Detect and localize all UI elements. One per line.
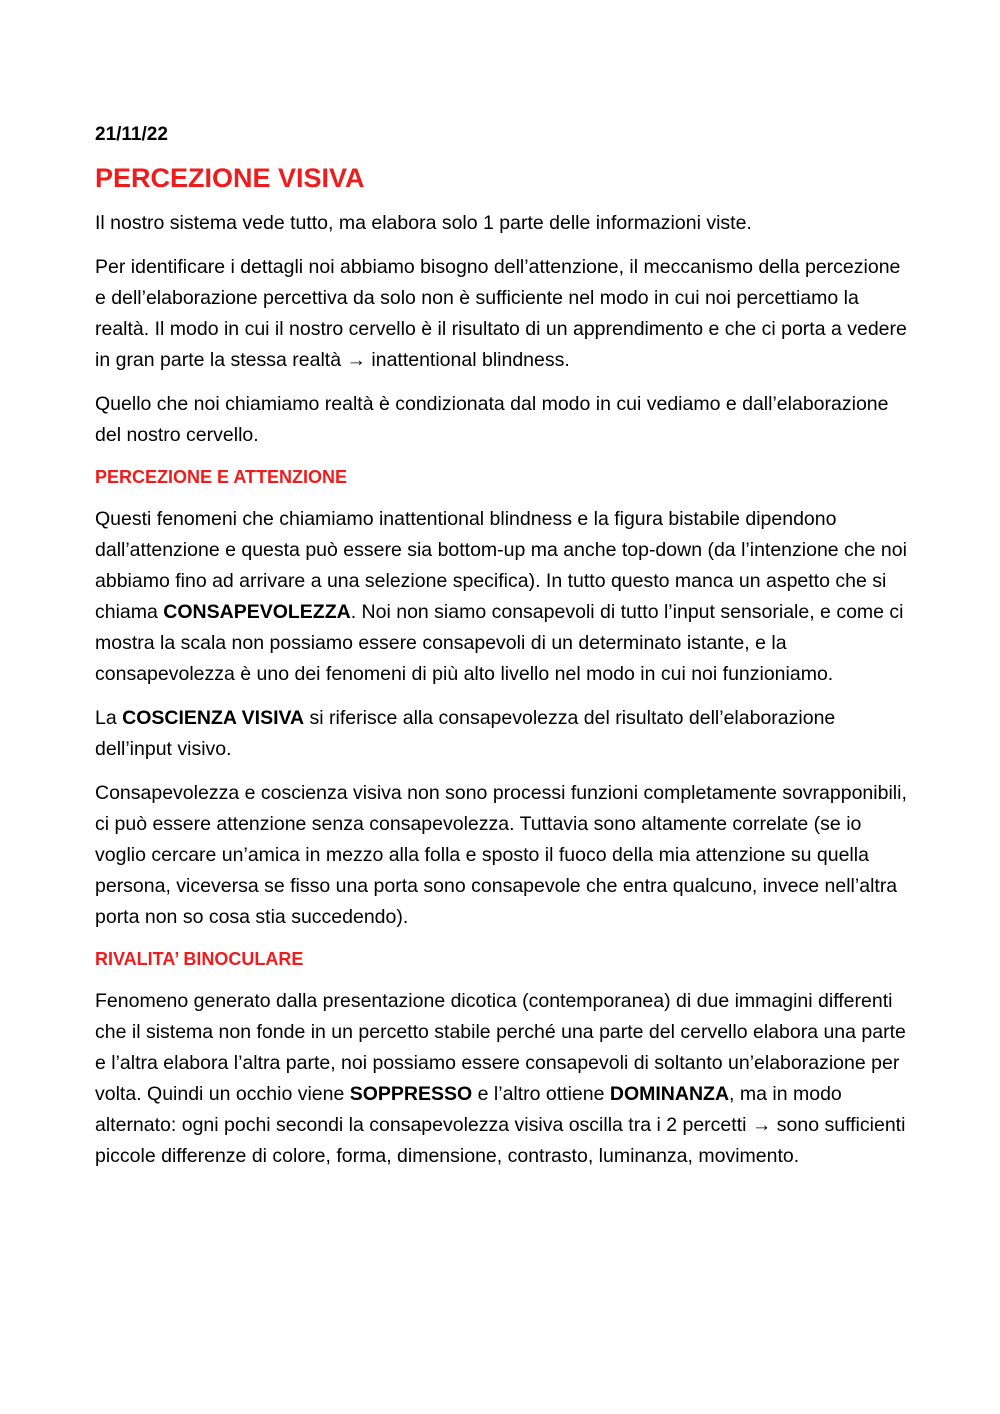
paragraph-text: si riferisce alla consapevolezza del risultato dell’elaborazione dell’input visivo.	[95, 707, 836, 760]
document-page	[95, 122, 915, 1185]
paragraph-intro: Il nostro sistema vede tutto, ma elabora solo 1 parte delle informazioni viste.	[95, 212, 752, 234]
paragraph-text: . Noi non siamo consapevoli di tutto l’input sensoriale, e come ci mostra la scala non possiamo essere consapevoli di un determinato istante, e la consapevolezza è uno dei fenomeni di più alto livello nel modo in cui noi funzioniamo.	[95, 601, 904, 685]
paragraph-text: Fenomeno generato dalla presentazione dicotica (contemporanea) di due immagini differenti che il sistema non fonde in un percetto stabile perché una parte del cervello elabora una parte e l’altra elabora l’altra parte, noi possiamo essere consapevoli di soltanto un’elaborazione per volta. Quindi un occhio viene	[95, 990, 906, 1105]
section-title-perception-attention: PERCEZIONE E ATTENZIONE	[95, 467, 348, 487]
bold-term-consapevolezza: CONSAPEVOLEZZA	[163, 601, 351, 623]
paragraph-correlation: Consapevolezza e coscienza visiva non sono processi funzioni completamente sovrapponibili, ci può essere attenzione senza consapevolezza. Tuttavia sono altamente correlate (se io voglio cercare un’amica in mezzo alla folla e sposto il fuoco della mia attenzione su quella persona, viceversa se fisso una porta sono consapevole che entra qualcuno, invece nell’altra porta non so cosa stia succedendo).	[95, 782, 907, 928]
paragraph-reality: Quello che noi chiamiamo realtà è condizionata dal modo in cui vediamo e dall’elaborazione del nostro cervello.	[95, 393, 889, 446]
document-date: 21/11/22	[95, 124, 168, 145]
paragraph-text: , ma in modo alternato: ogni pochi secondi la consapevolezza visiva oscilla tra i 2 percetti → sono sufficienti piccole differenze di colore, forma, dimensione, contrasto, luminanza, movimento.	[95, 1083, 906, 1167]
bold-term-dominanza: DOMINANZA	[609, 1083, 730, 1105]
bold-term-coscienza-visiva: COSCIENZA VISIVA	[122, 707, 305, 729]
paragraph-awareness	[95, 504, 915, 690]
paragraph-attention: Per identificare i dettagli noi abbiamo bisogno dell’attenzione, il meccanismo della percezione e dell’elaborazione percettiva da solo non è sufficiente nel modo in cui noi percettiamo la realtà. Il modo in cui il nostro cervello è il risultato di un apprendimento e che ci porta a vedere in gran parte la stessa realtà → inattentional blindness.	[95, 256, 907, 371]
document-title: PERCEZIONE VISIVA	[95, 163, 365, 193]
paragraph-text: Questi fenomeni che chiamiamo inattentional blindness e la figura bistabile dipendono dall’attenzione e questa può essere sia bottom-up ma anche top-down (da l’intenzione che noi abbiamo fino ad arrivare a una selezione specifica). In tutto questo manca un aspetto che si chiama	[95, 508, 907, 623]
paragraph-binocular-rivalry	[95, 986, 915, 1172]
paragraph-text: La	[95, 707, 123, 729]
bold-term-soppresso: SOPPRESSO	[349, 1083, 473, 1105]
paragraph-text: e l’altro ottiene	[472, 1083, 610, 1105]
section-title-binocular-rivalry: RIVALITA’ BINOCULARE	[95, 949, 304, 969]
paragraph-visual-consciousness	[95, 703, 915, 765]
